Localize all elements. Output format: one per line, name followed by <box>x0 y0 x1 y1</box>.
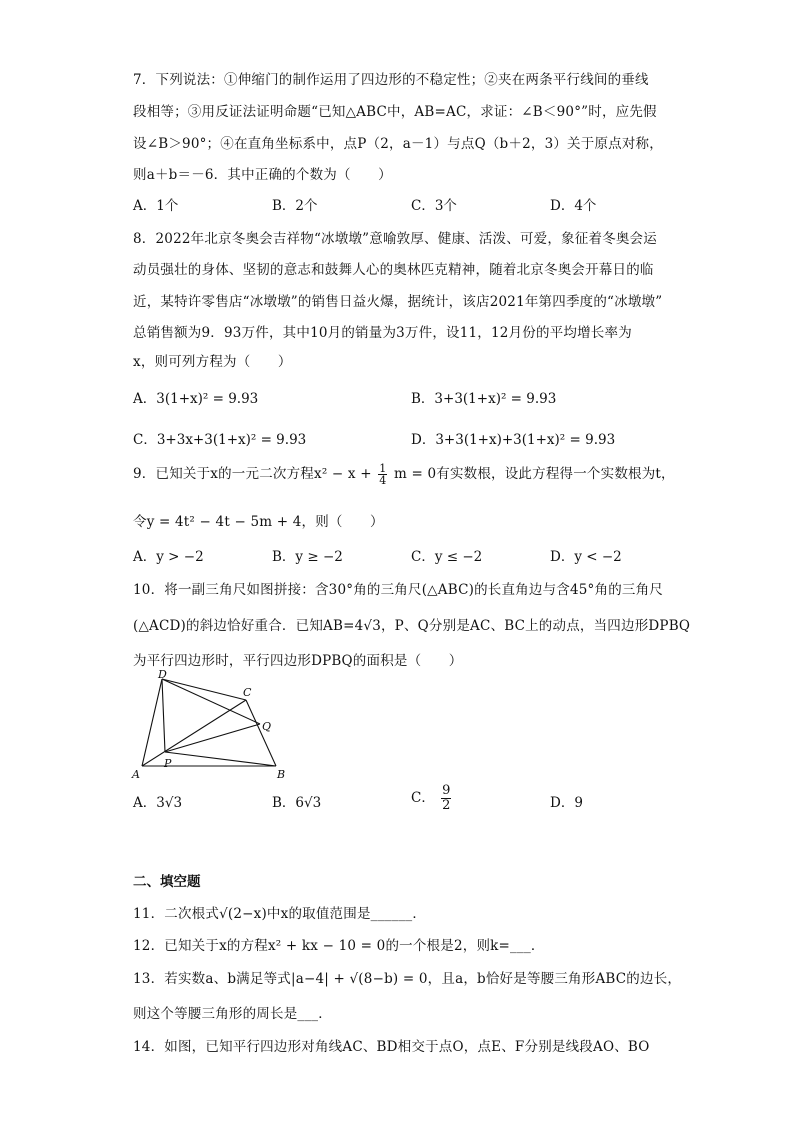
q8-line-1: 8．2022年北京冬奥会吉祥物“冰墩墩”意喻敦厚、健康、活泼、可爱，象征着冬奥会运 <box>133 231 657 247</box>
label-c: C <box>243 686 252 699</box>
segment-pb <box>165 752 276 766</box>
q10-line-2: (△ACD)的斜边恰好重合．已知AB=4√3，P、Q分别是AC、BC上的动点，当四边形DPBQ <box>133 618 691 634</box>
segment-dc <box>162 679 246 700</box>
q7-line-4: 则a＋b＝－6．其中正确的个数为（ ） <box>133 167 392 183</box>
q8-line-4: 总销售额为9．93万件，其中10月的销量为3万件，设11，12月份的平均增长率为 <box>133 325 632 341</box>
q10-line-3: 为平行四边形时，平行四边形DPBQ的面积是（ ） <box>133 653 463 669</box>
label-a: A <box>132 768 140 781</box>
label-b: B <box>277 768 286 781</box>
segment-cb <box>246 700 276 766</box>
q10-option-c-label: C． <box>411 790 435 806</box>
q8-line-5: x，则可列方程为（ ） <box>133 354 292 370</box>
q9-line-1b: m = 0有实数根，设此方程得一个实数根为t， <box>393 466 675 482</box>
q11-line: 11．二次根式√(2−x)中x的取值范围是______． <box>133 906 427 922</box>
q7-option-c: C．3个 <box>411 198 457 214</box>
q9-option-d: D．y < −2 <box>550 549 622 565</box>
q8-line-2: 动员强壮的身体、坚韧的意志和鼓舞人心的奥林匹克精神，随着北京冬奥会开幕日的临 <box>133 262 654 278</box>
q9-fraction <box>378 463 387 486</box>
q7-line-3: 设∠B＞90°；④在直角坐标系中，点P（2，a－1）与点Q（b＋2，3）关于原点对称， <box>133 136 663 152</box>
q10-option-b: B．6√3 <box>272 795 322 811</box>
segment-pq <box>165 724 260 752</box>
q10-geometry-figure <box>128 670 298 782</box>
q10-line-1: 10．将一副三角尺如图拼接：含30°角的三角尺(△ABC)的长直角边与含45°角的三角尺 <box>133 582 663 598</box>
label-d: D <box>158 670 167 681</box>
q8-option-a: A．3(1+x)² = 9.93 <box>133 391 259 407</box>
label-q: Q <box>262 720 272 733</box>
q7-line-2: 段相等；③用反证法证明命题“已知△ABC中，AB=AC，求证：∠B＜90°”时，应先假 <box>133 104 657 120</box>
q9-fraction-denominator: 4 <box>379 474 387 487</box>
q7-option-b: B．2个 <box>272 198 318 214</box>
label-p: P <box>164 757 172 770</box>
q10-option-c-numerator: 9 <box>442 783 451 798</box>
q10-option-c <box>411 784 453 813</box>
q9-option-c: C．y ≤ −2 <box>411 549 483 565</box>
q7-option-a: A．1个 <box>133 198 179 214</box>
q10-option-c-fraction <box>441 784 451 813</box>
q7-option-d: D．4个 <box>550 198 597 214</box>
q10-option-c-denominator: 2 <box>442 798 451 813</box>
q9-option-b: B．y ≥ −2 <box>272 549 343 565</box>
q12-line: 12．已知关于x的方程x² + kx − 10 = 0的一个根是2，则k=___． <box>133 938 545 954</box>
q9-option-a: A．y > −2 <box>133 549 204 565</box>
q9-fraction-numerator: 1 <box>379 462 387 475</box>
q10-option-a: A．3√3 <box>133 795 183 811</box>
q8-option-b: B．3+3(1+x)² = 9.93 <box>411 391 557 407</box>
q13-line-2: 则这个等腰三角形的周长是___． <box>133 1006 332 1022</box>
q9-line-1 <box>133 462 675 486</box>
q8-line-3: 近，某特许零售店“冰墩墩”的销售日益火爆，据统计，该店2021年第四季度的“冰墩墩” <box>133 294 663 310</box>
q9-line-2: 令y = 4t² − 4t − 5m + 4，则（ ） <box>133 514 384 530</box>
segment-dp <box>162 679 165 752</box>
section-title-fill-in: 二、填空题 <box>133 874 201 890</box>
q13-line-1: 13．若实数a、b满足等式|a−4| + √(8−b) = 0，且a，b恰好是等腰三角形ABC的边长， <box>133 971 682 987</box>
q14-line: 14．如图，已知平行四边形对角线AC、BD相交于点O，点E、F分别是线段AO、BO <box>133 1039 650 1055</box>
q8-option-c: C．3+3x+3(1+x)² = 9.93 <box>133 432 307 448</box>
q7-line-1: 7．下列说法：①伸缩门的制作运用了四边形的不稳定性；②夹在两条平行线间的垂线 <box>133 72 649 88</box>
q8-option-d: D．3+3(1+x)+3(1+x)² = 9.93 <box>411 432 616 448</box>
segment-ad <box>142 679 162 766</box>
q10-option-d: D．9 <box>550 795 583 811</box>
q9-line-1a: 9．已知关于x的一元二次方程x² − x + <box>133 466 372 482</box>
